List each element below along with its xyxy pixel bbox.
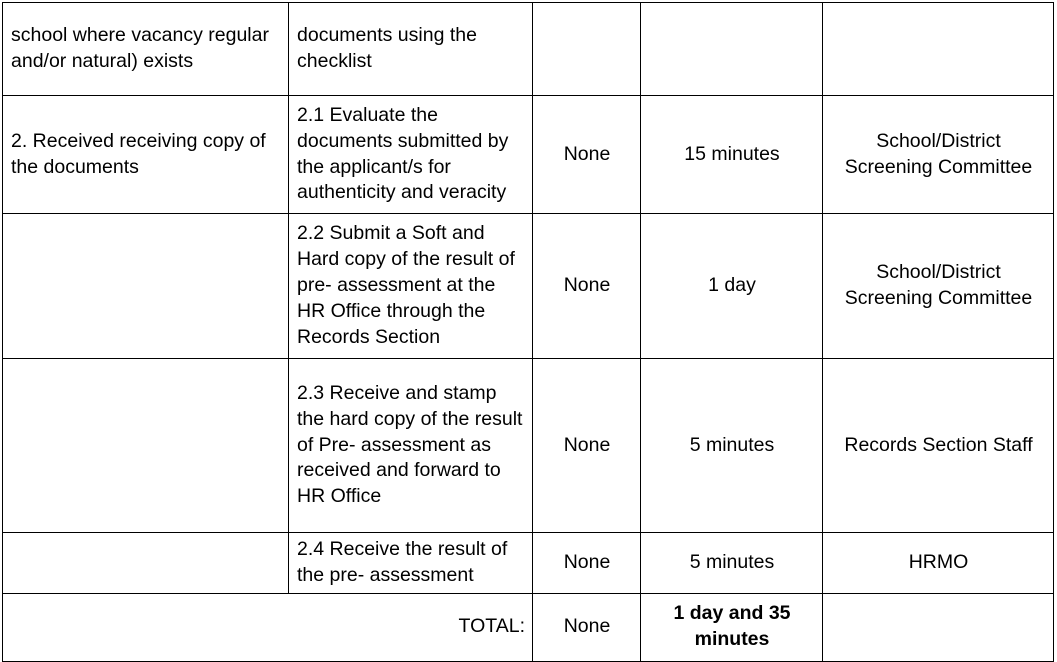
table-row — [3, 214, 1054, 359]
cell-client-step — [3, 533, 289, 594]
cell-text: documents using the checklist — [297, 24, 477, 72]
cell-text: 5 minutes — [689, 550, 775, 573]
cell-fees — [533, 96, 641, 214]
cell-text: HRMO — [908, 550, 969, 573]
cell-text — [11, 286, 281, 287]
cell-text: None — [563, 433, 611, 456]
cell-agency-action — [289, 533, 533, 594]
table-row — [3, 3, 1054, 96]
cell-text: None — [563, 142, 611, 165]
cell-processing-time — [641, 96, 823, 214]
cell-text — [11, 445, 281, 446]
cell-client-step — [3, 214, 289, 359]
cell-text: 2.2 Submit a Soft and Hard copy of the result of pre- assessment at the HR Office through the Records Section — [297, 222, 515, 348]
cell-text: 2.4 Receive the result of the pre- assessment — [297, 538, 508, 586]
table-row — [3, 96, 1054, 214]
table-row — [3, 359, 1054, 533]
cell-text: None — [563, 274, 611, 297]
cell-fees — [533, 359, 641, 533]
cell-total-person-responsible — [823, 593, 1054, 661]
cell-fees — [533, 533, 641, 594]
cell-agency-action — [289, 96, 533, 214]
cell-agency-action — [289, 359, 533, 533]
cell-text: 2. Received receiving copy of the documents — [11, 129, 266, 178]
table-row — [3, 533, 1054, 594]
cell-text: None — [563, 550, 611, 573]
cell-client-step — [3, 96, 289, 214]
cell-processing-time — [641, 359, 823, 533]
cell-text — [649, 49, 815, 50]
cell-text: 2.1 Evaluate the documents submitted by the applicant/s for authenticity and veracity — [297, 103, 509, 204]
cell-text: 1 day and 35 minutes — [673, 602, 791, 651]
cell-fees — [533, 214, 641, 359]
cell-agency-action — [289, 3, 533, 96]
cell-client-step — [3, 3, 289, 96]
cell-text: School/District Screening Committee — [844, 129, 1033, 178]
cell-text: 5 minutes — [689, 433, 775, 456]
cell-text: 2.3 Receive and stamp the hard copy of the result of Pre- assessment as received and forward to HR Office — [297, 381, 523, 508]
cell-fees — [533, 3, 641, 96]
cell-text: None — [563, 615, 611, 638]
cell-processing-time — [641, 214, 823, 359]
total-label: TOTAL: — [458, 615, 525, 638]
cell-agency-action — [289, 214, 533, 359]
cell-text: Records Section Staff — [844, 433, 1033, 456]
cell-text — [541, 49, 633, 50]
cell-text — [831, 627, 1046, 628]
cell-client-step — [3, 359, 289, 533]
cell-text — [831, 49, 1046, 50]
cell-person-responsible — [823, 533, 1054, 594]
cell-person-responsible — [823, 3, 1054, 96]
cell-processing-time — [641, 533, 823, 594]
cell-text: School/District Screening Committee — [844, 261, 1033, 309]
table-row-total — [3, 593, 1054, 661]
service-process-table — [2, 2, 1054, 662]
cell-processing-time — [641, 3, 823, 96]
cell-total-processing-time — [641, 593, 823, 661]
cell-total-label — [3, 593, 533, 661]
cell-person-responsible — [823, 96, 1054, 214]
cell-text: 1 day — [708, 274, 756, 297]
cell-text — [11, 562, 281, 563]
cell-person-responsible — [823, 359, 1054, 533]
cell-total-fees — [533, 593, 641, 661]
cell-text: 15 minutes — [684, 142, 780, 165]
cell-person-responsible — [823, 214, 1054, 359]
cell-text: school where vacancy regular and/or natural) exists — [11, 24, 269, 72]
